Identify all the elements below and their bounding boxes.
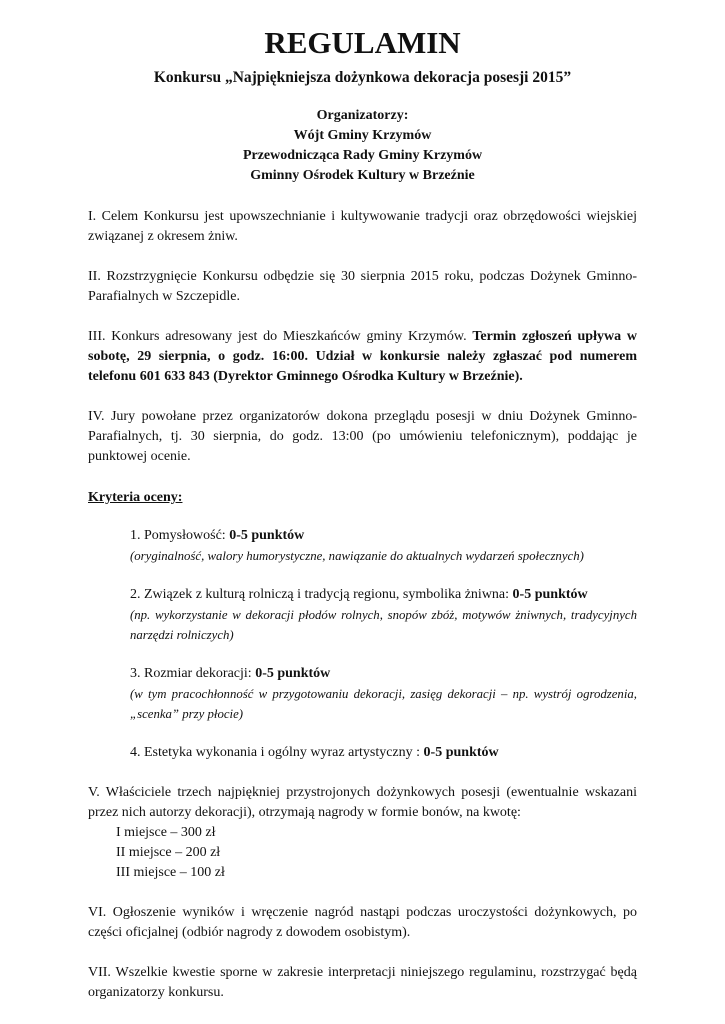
criteria-item [130,585,637,645]
criteria-description: (w tym pracochłonność w przygotowaniu dekoracji, zasięg dekoracji – np. wystrój ogrodzenia, „scenka” przy płocie) [130,687,637,722]
section-5: V. Właściciele trzech najpiękniej przystrojonych dożynkowych posesji (ewentualnie wskazani przez nich autorzy dekoracji), otrzymają nagrody w formie bonów, na kwotę: [88,785,637,821]
organizers-block [88,106,637,186]
prize-item: I miejsce – 300 zł [116,825,216,841]
prize-item: III miejsce – 100 zł [116,865,225,881]
section-6: VI. Ogłoszenie wyników i wręczenie nagród nastąpi podczas uroczystości dożynkowych, po części oficjalnej (odbiór nagrody z dowodem osobistym). [88,905,637,941]
section-1: I. Celem Konkursu jest upowszechnianie i kultywowanie tradycji oraz obrzędowości wiejskiej związanej z okresem żniw. [88,209,637,245]
organizer-item: Przewodnicząca Rady Gminy Krzymów [242,148,483,164]
organizers-heading: Organizatorzy: [316,108,409,124]
criteria-label: 3. Rozmiar dekoracji: [130,666,256,682]
section-4: IV. Jury powołane przez organizatorów dokona przeglądu posesji w dniu Dożynek Gminno-Parafialnych, tj. 30 sierpnia, do godz. 13:00 (po umówieniu telefonicznym), poddając je punktowej ocenie. [88,409,637,465]
section-3 [88,327,637,387]
section-7: VII. Wszelkie kwestie sporne w zakresie interpretacji niniejszego regulaminu, rozstrzygać będą organizatorzy konkursu. [88,965,637,1001]
organizer-item: Wójt Gminy Krzymów [293,128,432,144]
section-3-bold-text: Termin zgłoszeń upływa w sobotę, 29 sierpnia, o godz. 16:00. Udział w konkursie należy zgłaszać pod numerem telefonu 601 633 843 (Dyrektor Gminnego Ośrodka Kultury w Brzeźnie). [88,329,637,385]
criteria-label: 1. Pomysłowość: [130,528,230,544]
criteria-points: 0-5 punktów [229,528,305,544]
criteria-label: 2. Związek z kulturą rolniczą i tradycją regionu, symbolika żniwna: [130,587,513,603]
criteria-item [130,664,637,724]
criteria-points: 0-5 punktów [423,745,499,761]
section-2: II. Rozstrzygnięcie Konkursu odbędzie się 30 sierpnia 2015 roku, podczas Dożynek Gminno-Parafialnych w Szczepidle. [88,269,637,305]
criteria-list [130,526,637,763]
criteria-description: (oryginalność, walory humorystyczne, nawiązanie do aktualnych wydarzeń społecznych) [130,549,584,564]
criteria-points: 0-5 punktów [512,587,588,603]
section-3-text: III. Konkurs adresowany jest do Mieszkańców gminy Krzymów. [88,329,473,345]
criteria-description: (np. wykorzystanie w dekoracji płodów rolnych, snopów zbóż, motywów żniwnych, tradycyjnych narzędzi rolniczych) [130,608,637,643]
criteria-heading: Kryteria oceny: [88,490,183,506]
prize-list [116,823,637,883]
criteria-label: 4. Estetyka wykonania i ogólny wyraz artystyczny : [130,745,424,761]
organizer-item: Gminny Ośrodek Kultury w Brzeźnie [250,168,475,184]
prize-item: II miejsce – 200 zł [116,845,221,861]
document-title: REGULAMIN [264,25,461,60]
criteria-item [130,743,637,763]
document-subtitle: Konkursu „Najpiękniejsza dożynkowa dekoracja posesji 2015” [153,69,572,86]
criteria-item [130,526,637,566]
criteria-points: 0-5 punktów [255,666,331,682]
